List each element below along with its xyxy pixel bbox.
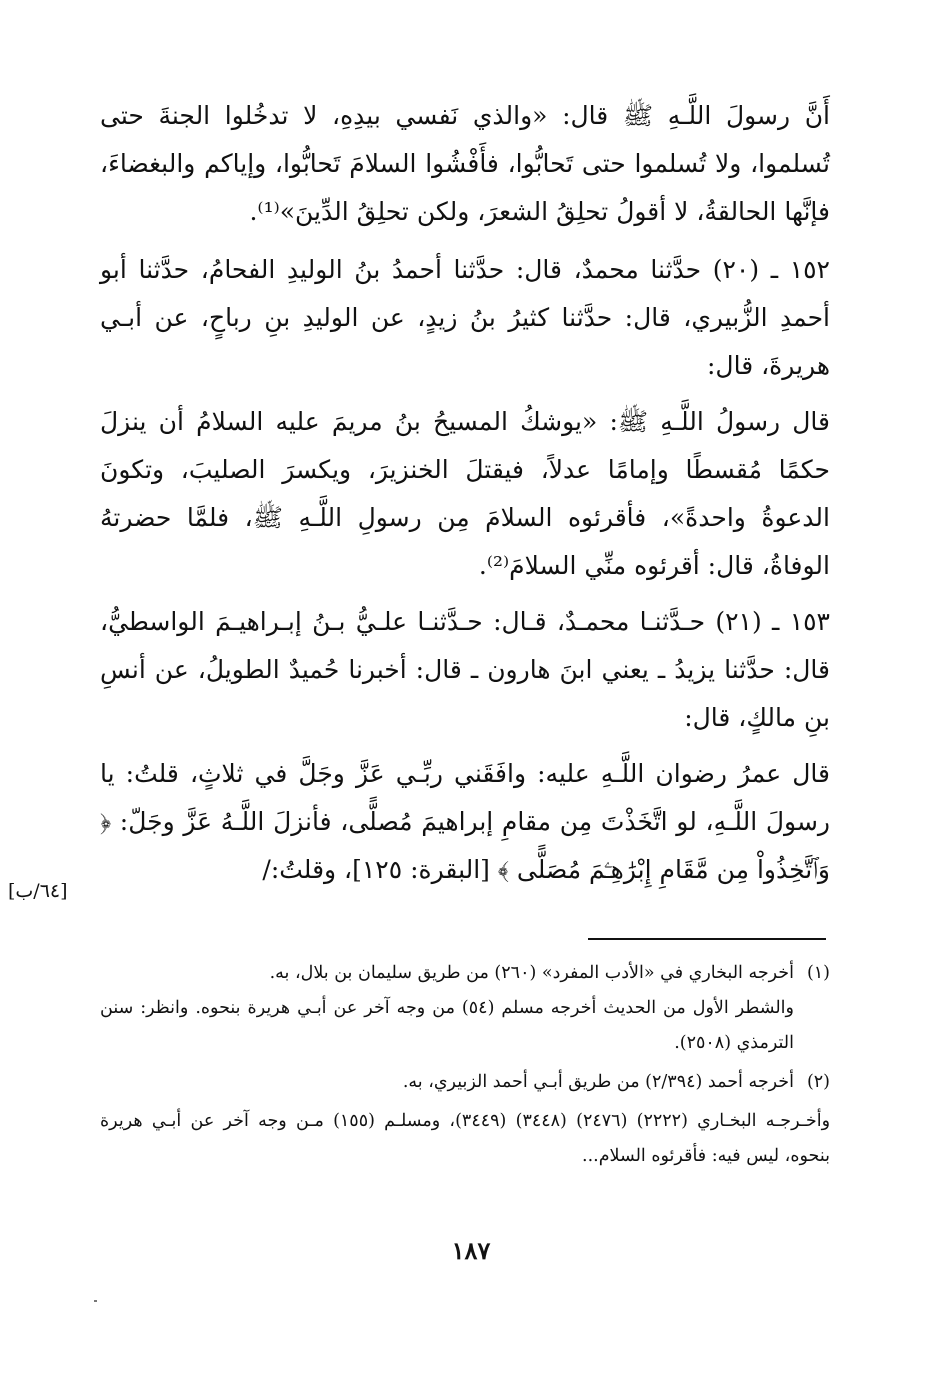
- paragraph-hadith-153-text: قال عمرُ رضوان اللَّـهِ عليه: وافَقَني ربِّـي عَزَّ وجَلَّ في ثلاثٍ، قلتُ: يا رسولَ اللَّـهِ، لو اتَّخَذْتَ مِن مقامِ إبراهيمَ مُصلًّى، فأنزلَ اللَّـهُ عَزَّ وجَلّ: ﴿ وَٱتَّخِذُواْ مِن مَّقَامِ إِبْرَٰهِـۧمَ مُصَلًّى ﴾ [البقرة: ١٢٥]، وقلتُ:/: [100, 759, 830, 884]
- margin-folio-reference: [٦٤/ب]: [8, 880, 68, 902]
- footnote-2-continuation: وأخـرجـه البخـاري (٢٢٢٢) (٢٤٧٦) (٣٤٤٨) (٣٤٤٩)، ومسلـم (١٥٥) مـن وجه آخر عن أبـي هريرة بنحوه، ليس فيه: فأقرئوه السلام...: [100, 1111, 831, 1166]
- footnote-line: أخرجه البخاري في «الأدب المفرد» (٢٦٠) من طريق سليمان بن بلال، به.: [269, 963, 794, 983]
- footnote-1: [100, 956, 830, 1061]
- footnote-2: [100, 1065, 830, 1100]
- footnote-line: أخرجه أحمد (٢/٣٩٤) من طريق أبـي أحمد الزبيري، به.: [402, 1072, 794, 1092]
- footnote-number: (١): [806, 963, 830, 983]
- footnote-number: (٢): [806, 1072, 830, 1092]
- paragraph-hadith-152-text: قال رسولُ اللَّـهِ ﷺ: «يوشكُ المسيحُ بنُ مريمَ عليه السلامُ أن ينزلَ حكمًا مُقسطًا وإمامًا عدلاً، فيقتلَ الخنزيرَ، ويكسرَ الصليبَ، وتكونَ الدعوةُ واحدةً»، فأقرئوه السلامَ مِن رسولِ اللَّـهِ ﷺ، فلمَّا حضرتهُ الوفاةُ، قال: أقرئوه منِّي السلامَ⁽²⁾.: [100, 407, 830, 580]
- footnote-separator: [588, 938, 826, 940]
- main-text: [100, 92, 830, 902]
- footnote-body: [100, 956, 794, 1061]
- footnotes: [100, 956, 830, 1174]
- page-number: ١٨٧: [451, 1236, 491, 1265]
- footnote-body: [100, 1065, 794, 1100]
- paragraph-hadith-152: ١٥٢ ـ (٢٠) حدَّثنا محمدٌ، قال: حدَّثنا أحمدُ بنُ الوليدِ الفحامُ، حدَّثنا أبو أحمدِ الزُّبيري، قال: حدَّثنا كثيرُ بنُ زيدٍ، عن الوليدِ بنِ رباحٍ، عن أبـي هريرةَ، قال:: [100, 255, 830, 380]
- scan-speck: [94, 1300, 97, 1302]
- paragraph-hadith-153: ١٥٣ ـ (٢١) حـدَّثنـا محمـدٌ، قـال: حـدَّثنـا علـيُّ بـنُ إبـراهيـمَ الواسطيُّ، قال: حدَّثنا يزيدُ ـ يعني ابنَ هارون ـ قال: أخبرنا حُميدٌ الطويلُ، عن أنسِ بنِ مالكٍ، قال:: [100, 607, 830, 732]
- paragraph-hadith-end: أَنَّ رسولَ اللَّـهِ ﷺ قال: «والذي نَفسي بيدِهِ، لا تدخُلوا الجنةَ حتى تُسلموا، ولا تُسلموا حتى تَحابُّوا، فأَفْشُوا السلامَ تَحابُّوا، وإياكم والبغضاءَ، فإنَّها الحالقةُ، لا أقولُ تحلِقُ الشعرَ، ولكن تحلِقُ الدِّينَ»⁽¹⁾.: [100, 101, 830, 226]
- footnote-line: والشطر الأول من الحديث أخرجه مسلم (٥٤) من وجه آخر عن أبـي هريرة بنحوه. وانظر: سنن الترمذي (٢٥٠٨).: [100, 998, 794, 1053]
